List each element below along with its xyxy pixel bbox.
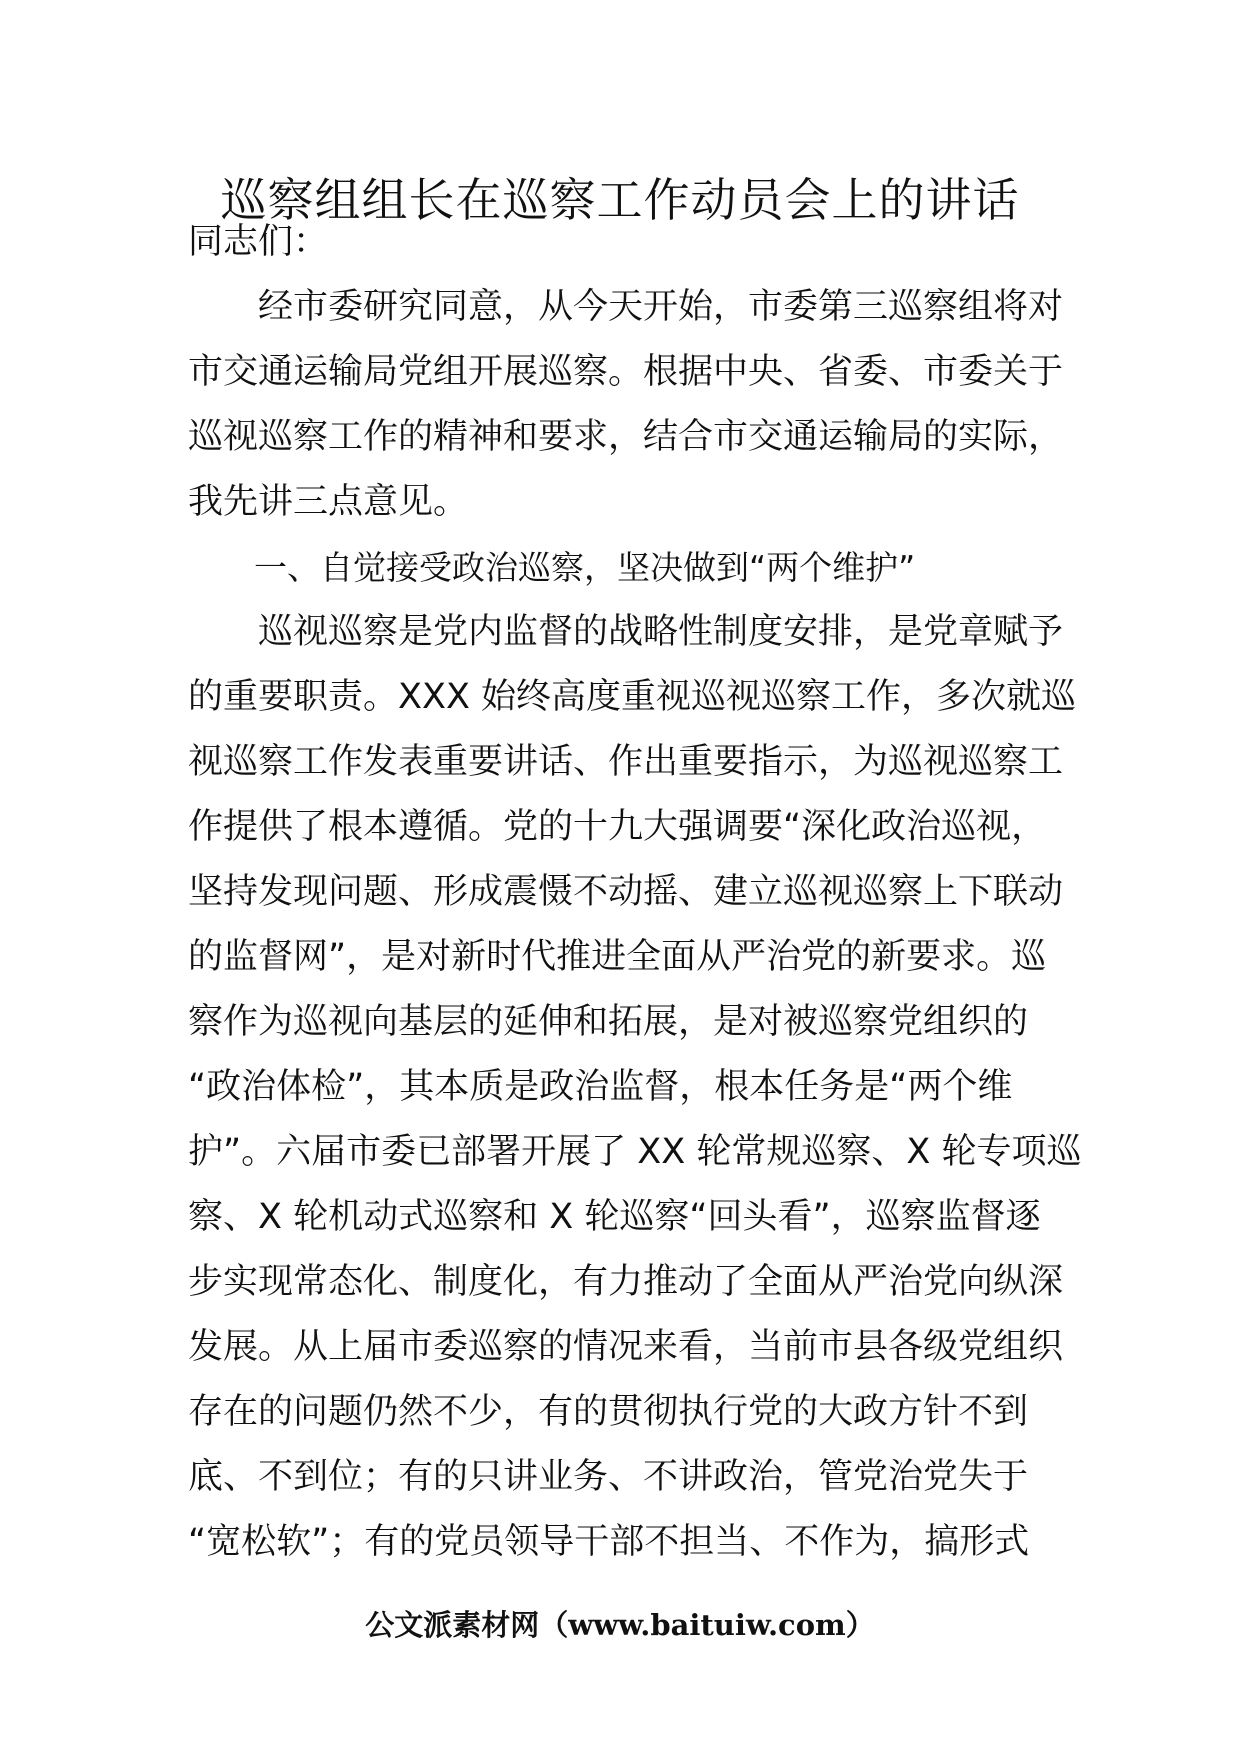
paragraph-line: “政治体检”，其本质是政治监督，根本任务是“两个维 xyxy=(188,1067,1013,1107)
paragraph-line: 坚持发现问题、形成震慑不动摇、建立巡视巡察上下联动 xyxy=(188,872,1064,912)
paragraph-line: 作提供了根本遵循。党的十九大强调要“深化政治巡视， xyxy=(188,807,1047,847)
paragraph-line: 经市委研究同意，从今天开始，市委第三巡察组将对 xyxy=(188,287,1064,327)
footer-watermark: 公文派素材网（www.baituiw.com） xyxy=(365,1608,875,1642)
page-title: 巡察组组长在巡察工作动员会上的讲话 xyxy=(220,173,1020,227)
paragraph-line: 巡视巡察工作的精神和要求，结合市交通运输局的实际， xyxy=(188,417,1064,457)
paragraph-line: 的重要职责。XXX 始终高度重视巡视巡察工作，多次就巡 xyxy=(188,677,1077,717)
paragraph-line: 视巡察工作发表重要讲话、作出重要指示，为巡视巡察工 xyxy=(188,742,1064,782)
paragraph-line: 市交通运输局党组开展巡察。根据中央、省委、市委关于 xyxy=(188,352,1064,392)
document-body xyxy=(188,210,1082,1575)
paragraph-line: 巡视巡察是党内监督的战略性制度安排，是党章赋予 xyxy=(188,612,1064,652)
paragraph-line: 我先讲三点意见。 xyxy=(188,482,469,522)
paragraph-line: 的监督网”，是对新时代推进全面从严治党的新要求。巡 xyxy=(188,937,1047,977)
paragraph-line: 察、X 轮机动式巡察和 X 轮巡察“回头看”，巡察监督逐 xyxy=(188,1197,1041,1237)
paragraph-line: 察作为巡视向基层的延伸和拓展，是对被巡察党组织的 xyxy=(188,1002,1029,1042)
paragraph-line: “宽松软”；有的党员领导干部不担当、不作为，搞形式 xyxy=(188,1522,1030,1562)
paragraph-line: 发展。从上届市委巡察的情况来看，当前市县各级党组织 xyxy=(188,1327,1064,1367)
paragraph-line: 存在的问题仍然不少，有的贯彻执行党的大政方针不到 xyxy=(188,1392,1029,1432)
paragraph-line: 步实现常态化、制度化，有力推动了全面从严治党向纵深 xyxy=(188,1262,1064,1302)
salutation: 同志们： xyxy=(188,222,329,262)
paragraph-line: 底、不到位；有的只讲业务、不讲政治，管党治党失于 xyxy=(188,1457,1029,1497)
section-heading: 一、自觉接受政治巡察，坚决做到“两个维护” xyxy=(254,548,916,587)
paragraph-line: 护”。六届市委已部署开展了 XX 轮常规巡察、X 轮专项巡 xyxy=(188,1132,1082,1172)
